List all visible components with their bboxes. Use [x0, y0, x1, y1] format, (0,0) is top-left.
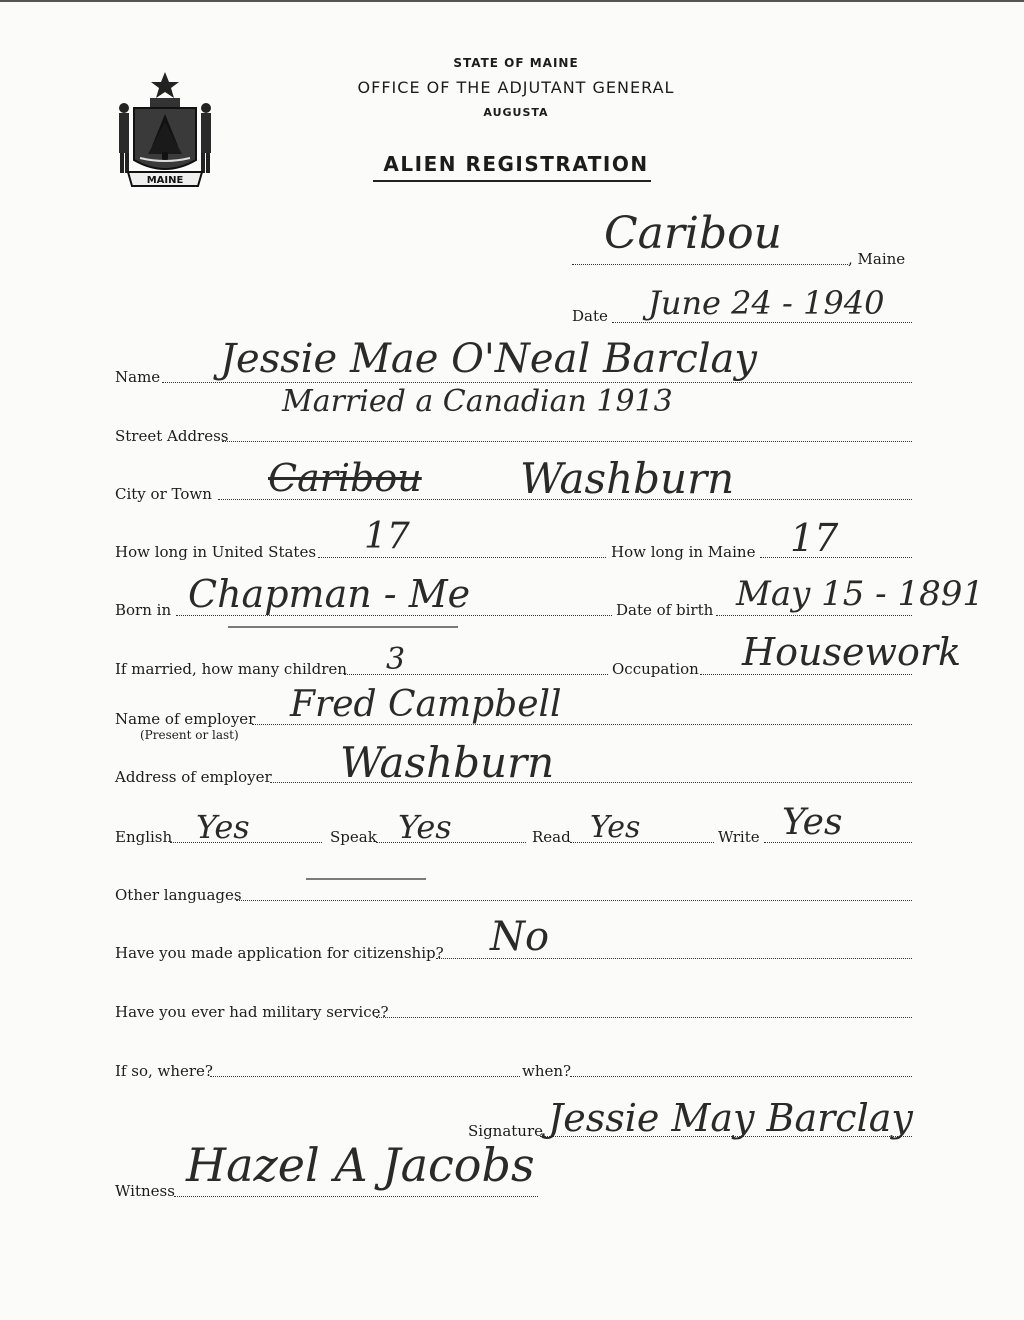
citizenship-value[interactable]: No	[490, 914, 550, 960]
city-struck-value: Caribou	[268, 456, 422, 500]
born-in-label: Born in	[115, 601, 172, 619]
dob-line	[716, 615, 912, 616]
occupation-label: Occupation	[612, 660, 699, 678]
street-address-label: Street Address	[115, 427, 229, 445]
dob-label: Date of birth	[616, 601, 714, 619]
date-line	[612, 322, 912, 323]
place-line	[572, 264, 848, 265]
witness-label: Witness	[115, 1182, 175, 1200]
born-in-value[interactable]: Chapman - Me	[188, 572, 471, 616]
read-label: Read	[532, 828, 571, 846]
military-label: Have you ever had military service?	[115, 1003, 389, 1021]
form-title: ALIEN REGISTRATION	[383, 152, 649, 176]
signature-label: Signature	[468, 1122, 544, 1140]
write-value[interactable]: Yes	[782, 802, 843, 843]
city-label: City or Town	[115, 485, 212, 503]
name-value[interactable]: Jessie Mae O'Neal Barclay	[220, 336, 757, 382]
place-value[interactable]: Caribou	[604, 208, 782, 259]
how-long-maine-value[interactable]: 17	[790, 516, 839, 560]
military-line[interactable]	[376, 1017, 912, 1018]
witness-line	[174, 1196, 538, 1197]
how-long-us-value[interactable]: 17	[364, 516, 410, 557]
occupation-value[interactable]: Housework	[742, 630, 962, 674]
city-heading: AUGUSTA	[483, 106, 549, 119]
children-value[interactable]: 3	[386, 642, 406, 677]
if-so-when-label: when?	[522, 1062, 572, 1080]
date-label: Date	[572, 307, 608, 325]
state-heading: STATE OF MAINE	[453, 56, 579, 70]
name-note: Married a Canadian 1913	[282, 384, 673, 419]
speak-value[interactable]: Yes	[398, 808, 452, 846]
employer-address-value[interactable]: Washburn	[340, 738, 555, 787]
title-underline	[373, 180, 651, 182]
place-suffix: , Maine	[848, 250, 906, 268]
other-languages-line[interactable]	[236, 900, 912, 901]
if-so-where-line[interactable]	[210, 1076, 520, 1077]
name-line	[162, 382, 912, 383]
citizenship-label: Have you made application for citizenship?	[115, 944, 444, 962]
city-value[interactable]: Washburn	[520, 454, 735, 503]
how-long-us-line	[318, 557, 606, 558]
if-so-where-label: If so, where?	[115, 1062, 213, 1080]
dob-value[interactable]: May 15 - 1891	[736, 574, 984, 614]
children-line	[344, 674, 608, 675]
how-long-maine-label: How long in Maine	[611, 543, 756, 561]
street-address-line[interactable]	[222, 441, 912, 442]
employer-address-label: Address of employer	[115, 768, 272, 786]
read-value[interactable]: Yes	[590, 810, 641, 845]
born-in-underline	[228, 626, 458, 628]
employer-label: Name of employer	[115, 710, 256, 728]
occupation-line	[700, 674, 912, 675]
english-value[interactable]: Yes	[196, 808, 250, 846]
speak-label: Speak	[330, 828, 377, 846]
signature-value[interactable]: Jessie May Barclay	[548, 1096, 913, 1140]
office-heading: OFFICE OF THE ADJUTANT GENERAL	[357, 78, 675, 97]
seal-text: MAINE	[146, 175, 184, 186]
if-so-when-line[interactable]	[570, 1076, 912, 1077]
english-label: English	[115, 828, 173, 846]
witness-value[interactable]: Hazel A Jacobs	[186, 1138, 535, 1192]
write-label: Write	[718, 828, 760, 846]
name-label: Name	[115, 368, 161, 386]
how-long-us-label: How long in United States	[115, 543, 317, 561]
date-value[interactable]: June 24 - 1940	[648, 284, 885, 322]
children-label: If married, how many children	[115, 660, 347, 678]
speak-underline	[306, 878, 426, 880]
other-languages-label: Other languages	[115, 886, 242, 904]
employer-sublabel: (Present or last)	[140, 728, 239, 742]
employer-value[interactable]: Fred Campbell	[290, 684, 562, 725]
